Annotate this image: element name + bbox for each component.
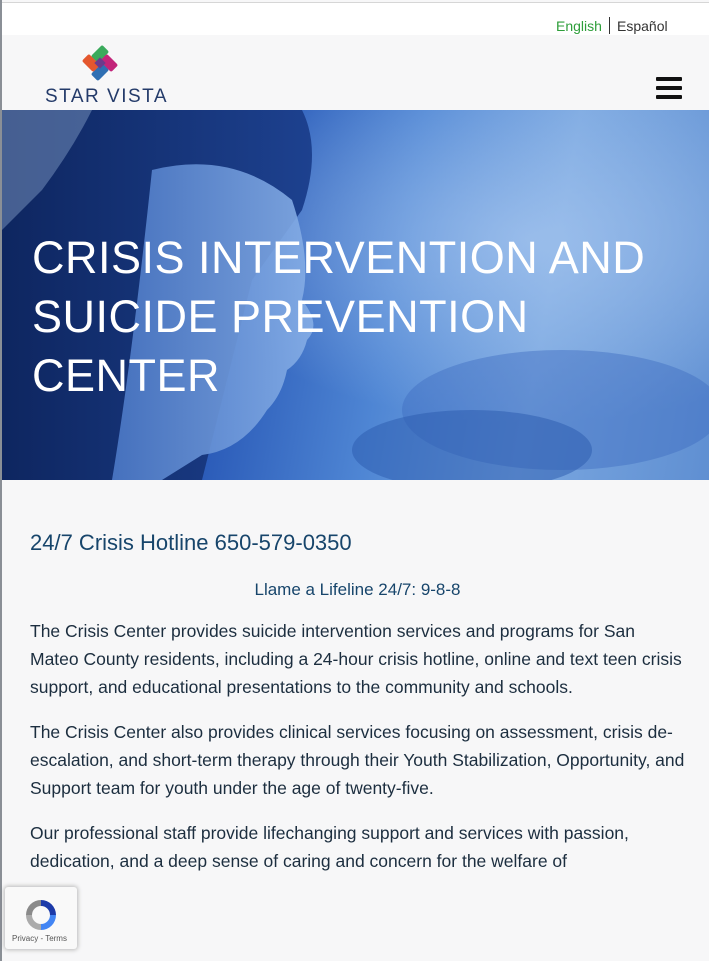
star-vista-logo-icon[interactable] xyxy=(82,45,118,81)
crisis-hotline-heading: 24/7 Crisis Hotline 650-579-0350 xyxy=(30,530,352,555)
site-header xyxy=(2,35,709,110)
hamburger-menu-icon[interactable] xyxy=(656,77,682,99)
recaptcha-badge[interactable] xyxy=(5,887,77,949)
paragraph-clinical: The Crisis Center also provides clinical services focusing on assessment, crisis de-escalation, and short-term therapy through their Youth Stabilization, Opportunity, and Support team for youth under the age of twenty-five. xyxy=(30,722,685,798)
paragraph-staff: Our professional staff provide lifechanging support and services with passion, dedication, and a deep sense of caring and concern for the welfare of xyxy=(30,823,629,871)
language-english-link[interactable]: English xyxy=(556,18,602,34)
page-title: CRISIS INTERVENTION AND SUICIDE PREVENTION CENTER xyxy=(32,232,646,401)
main-content xyxy=(30,530,685,875)
recaptcha-icon xyxy=(23,897,59,933)
recaptcha-privacy-terms[interactable]: Privacy - Terms xyxy=(12,934,67,943)
language-spanish-link[interactable]: Español xyxy=(617,18,668,34)
language-divider xyxy=(609,17,610,34)
paragraph-services: The Crisis Center provides suicide intervention services and programs for San Mateo County residents, including a 24-hour crisis hotline, online and text teen crisis support, and educational presentations to the community and schools. xyxy=(30,621,682,697)
lifeline-text: Llame a Lifeline 24/7: 9-8-8 xyxy=(254,580,461,599)
language-bar xyxy=(2,2,709,36)
logo-text[interactable]: STAR VISTA xyxy=(45,86,169,107)
hero-banner xyxy=(2,110,709,480)
